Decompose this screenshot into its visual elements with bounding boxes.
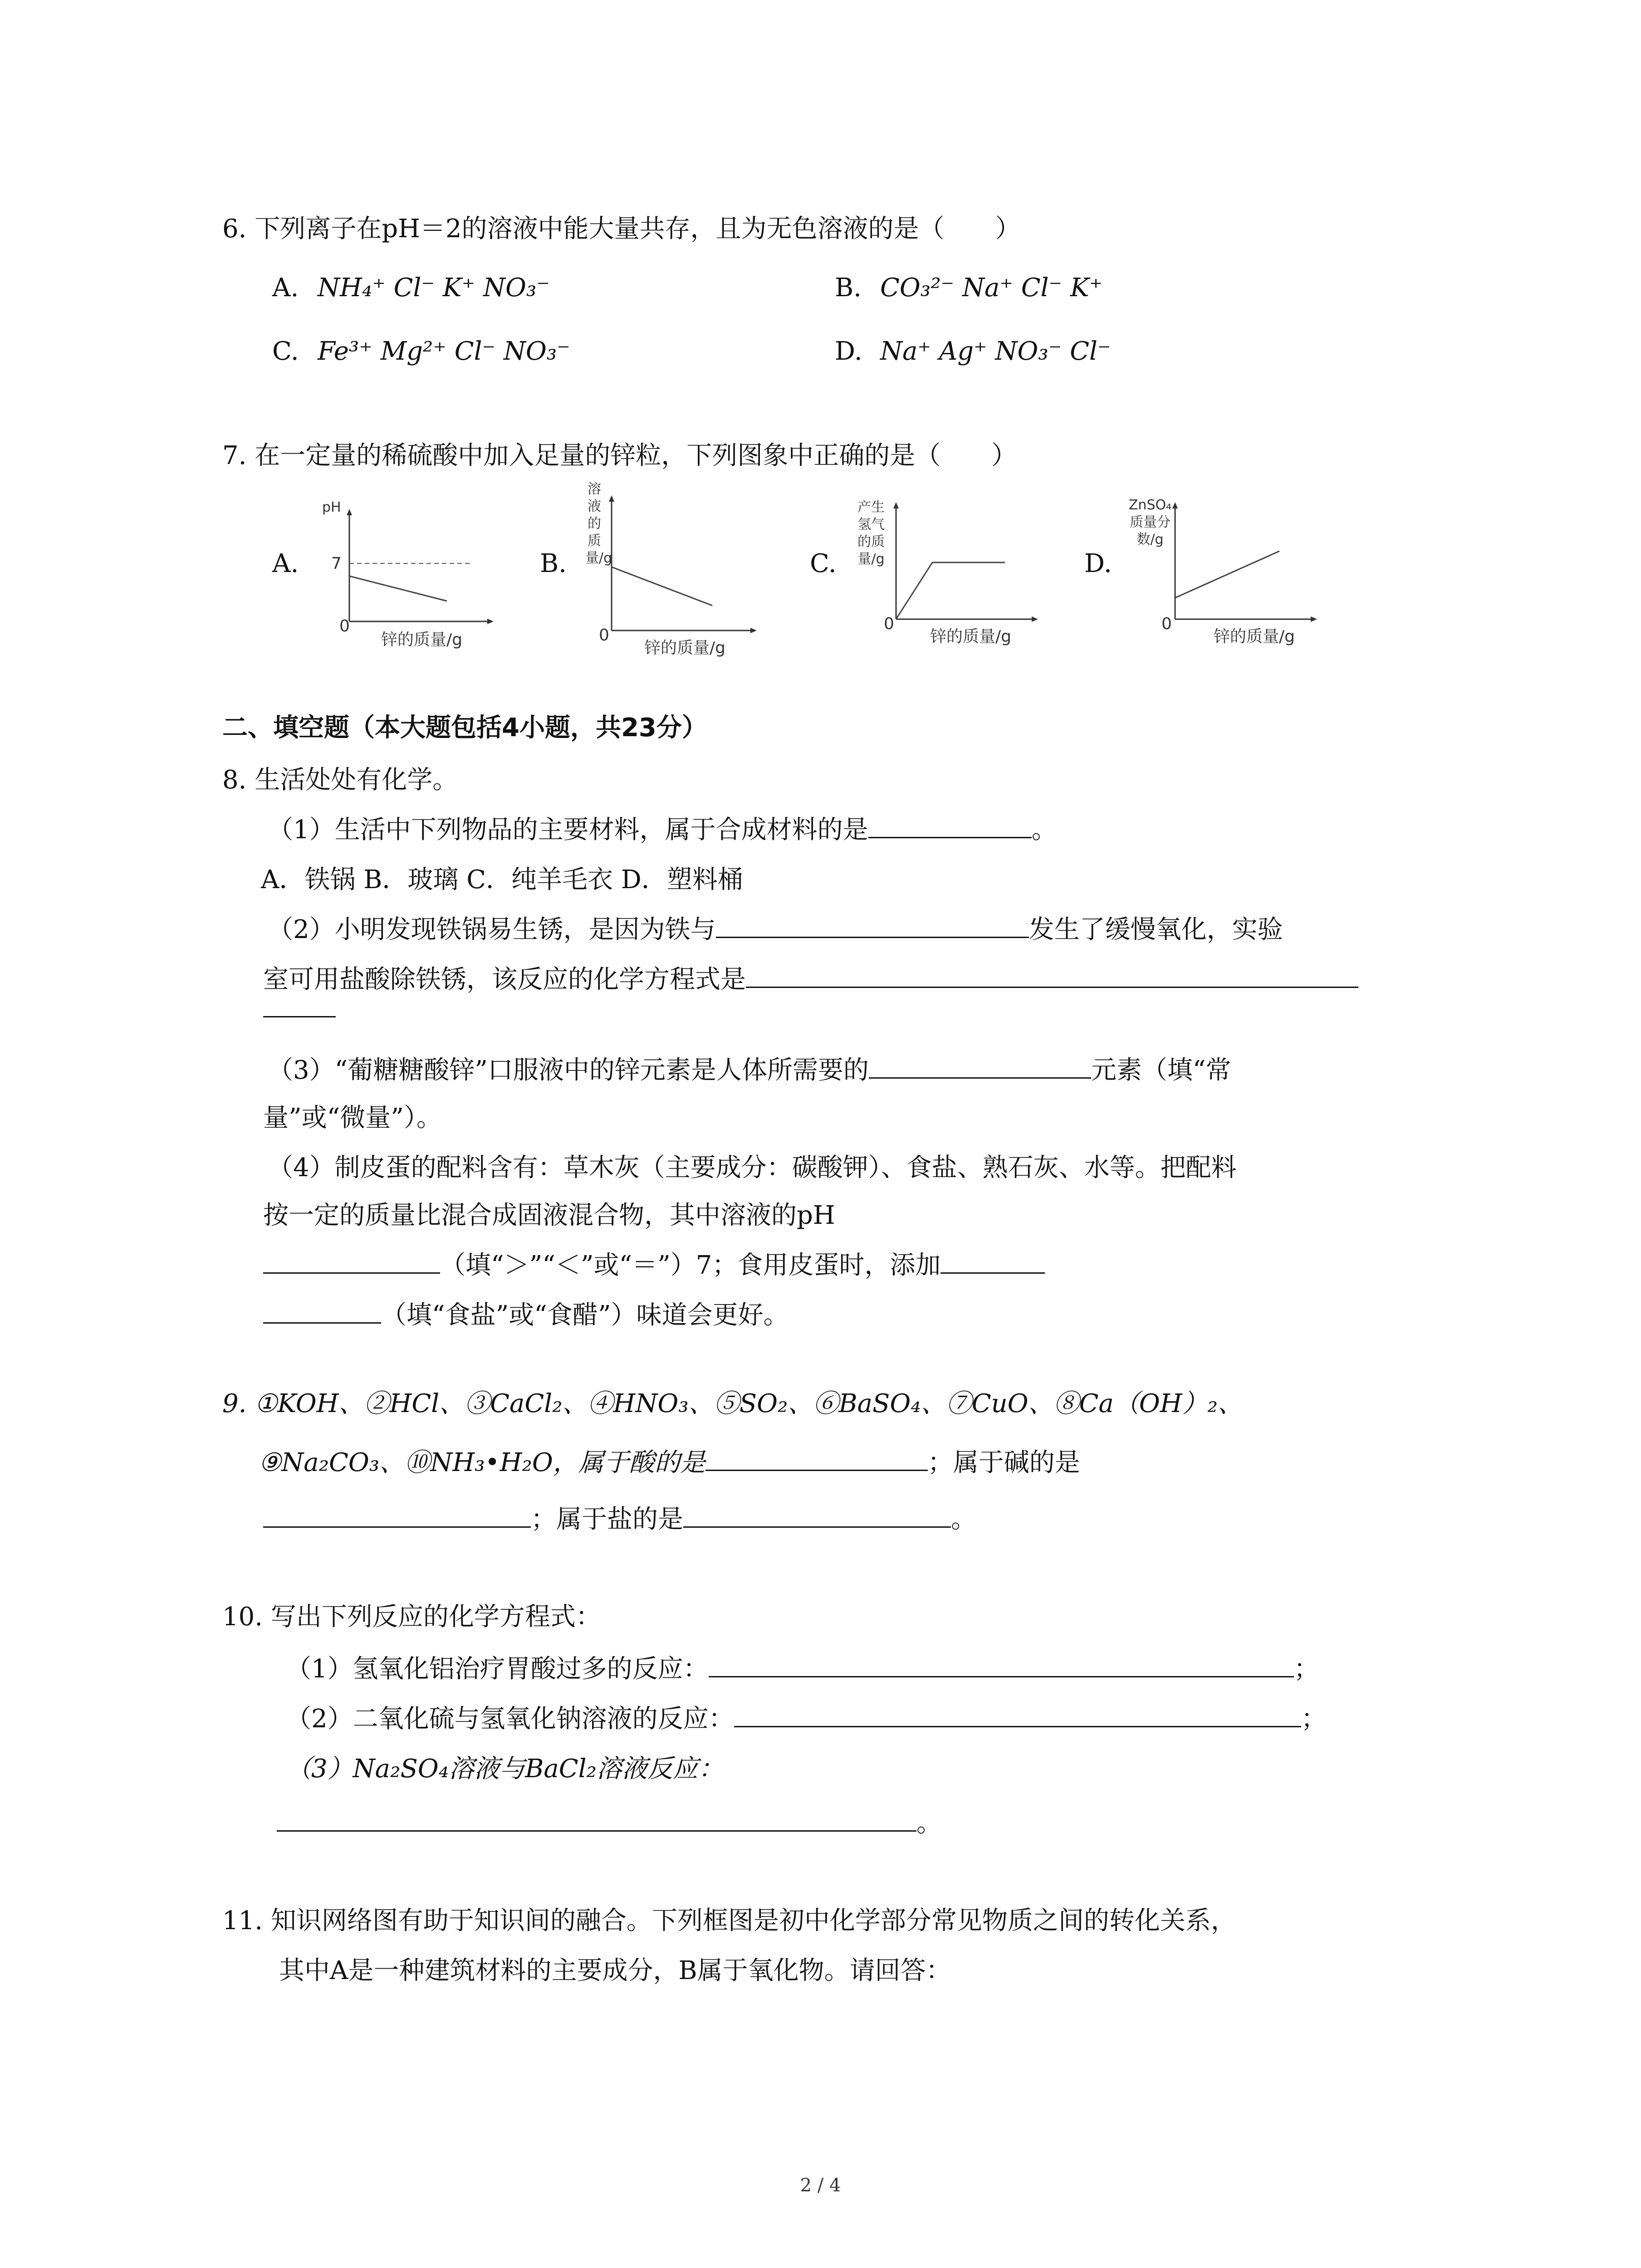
q8-part2-blank-2-cont[interactable] bbox=[263, 998, 336, 1017]
q6-option-a-label: A. bbox=[272, 273, 299, 303]
q10-stem: 10. 写出下列反应的化学方程式： bbox=[222, 1602, 601, 1632]
graph-b-ylabel: 溶液的质量/g bbox=[585, 481, 612, 566]
q8-part4-line1: （4）制皮蛋的配料含有：草木灰（主要成分：碳酸钾）、食盐、熟石灰、水等。把配料 bbox=[268, 1153, 1237, 1183]
graph-d-xlabel: 锌的质量/g bbox=[1214, 627, 1295, 646]
q9-line2-text-a: ⑨Na₂CO₃、⑩NH₃•H₂O，属于酸的是 bbox=[259, 1448, 705, 1477]
q6-option-c-label: C. bbox=[272, 337, 299, 366]
q8-part1 bbox=[268, 812, 1057, 848]
graph-a-xlabel: 锌的质量/g bbox=[381, 631, 462, 649]
q8-part1-blank[interactable] bbox=[868, 813, 1032, 838]
q10-part3-answer bbox=[277, 1805, 942, 1842]
q10-part1-semicolon: ； bbox=[1293, 1654, 1319, 1684]
q8-part4-blank-2-cont[interactable] bbox=[263, 1299, 381, 1324]
q7-graph-a bbox=[318, 499, 499, 658]
q7-graph-a-label: A. bbox=[272, 549, 299, 578]
q10-part3-blank[interactable] bbox=[277, 1807, 916, 1832]
q11-line2: 其中A是一种建筑材料的主要成分，B属于氧化物。请回答： bbox=[279, 1956, 951, 1985]
graph-a-origin: 0 bbox=[339, 617, 350, 635]
q8-part2-line2 bbox=[263, 962, 1358, 998]
q11-line1: 11. 知识网络图有助于知识间的融合。下列框图是初中化学部分常见物质之间的转化关系， bbox=[222, 1906, 1236, 1936]
graph-c-origin: 0 bbox=[884, 615, 894, 633]
q10-part1-blank[interactable] bbox=[709, 1652, 1294, 1677]
graph-a-axes bbox=[318, 499, 499, 635]
q8-part3-line1 bbox=[268, 1052, 1231, 1089]
q9-line3-end: 。 bbox=[951, 1505, 976, 1534]
q9-line2-text-b: ；属于碱的是 bbox=[927, 1448, 1080, 1477]
q7-graph-d-label: D. bbox=[1084, 549, 1112, 578]
q8-part1-options: A．铁锅 B．玻璃 C．纯羊毛衣 D．塑料桶 bbox=[261, 865, 743, 894]
q9-line3-text-a: ；属于盐的是 bbox=[531, 1505, 683, 1534]
graph-a-mark: 7 bbox=[331, 554, 342, 573]
q7-graph-b bbox=[581, 481, 762, 662]
q6-option-c: Fe³⁺ Mg²⁺ Cl⁻ NO₃⁻ bbox=[318, 337, 570, 366]
page-number: 2 / 4 bbox=[800, 2175, 841, 2196]
q7-graph-d bbox=[1125, 494, 1320, 658]
q8-part2-line1 bbox=[268, 912, 1283, 948]
q10-part2 bbox=[286, 1701, 1327, 1737]
q7-graph-b-label: B. bbox=[540, 549, 567, 578]
q7-stem: 7. 在一定量的稀硫酸中加入足量的锌粒，下列图象中正确的是（ ） bbox=[222, 441, 1017, 470]
q8-part4-line3 bbox=[263, 1247, 1045, 1284]
q8-part3-blank[interactable] bbox=[869, 1054, 1091, 1079]
q10-part3: （3）Na₂SO₄溶液与BaCl₂溶液反应： bbox=[286, 1754, 724, 1784]
graph-b-origin: 0 bbox=[599, 626, 609, 645]
q9-line3 bbox=[263, 1501, 976, 1538]
graph-c-ylabel: 产生氢气的质量/g bbox=[857, 499, 885, 567]
q8-part4-blank-2[interactable] bbox=[941, 1249, 1045, 1274]
graph-b-xlabel: 锌的质量/g bbox=[644, 639, 725, 657]
q6-option-b: CO₃²⁻ Na⁺ Cl⁻ K⁺ bbox=[880, 273, 1103, 303]
q8-part3-text-a: （3）“葡糖糖酸锌”口服液中的锌元素是人体所需要的 bbox=[268, 1056, 869, 1085]
graph-d-ylabel: ZnSO₄质量分数/g bbox=[1128, 497, 1172, 547]
q8-part4-text-d: （填“食盐”或“食醋”）味道会更好。 bbox=[381, 1300, 789, 1330]
q8-part3-text-b: 元素（填“常 bbox=[1091, 1056, 1231, 1085]
q10-part3-end: 。 bbox=[916, 1809, 942, 1838]
q8-part4-blank-1[interactable] bbox=[263, 1249, 440, 1274]
q10-part2-semicolon: ； bbox=[1301, 1704, 1327, 1734]
q8-part1-end: 。 bbox=[1031, 815, 1057, 845]
graph-d-origin: 0 bbox=[1161, 615, 1172, 633]
q9-acid-blank[interactable] bbox=[705, 1446, 928, 1471]
q8-part4-line4 bbox=[263, 1297, 789, 1334]
q10-part2-blank[interactable] bbox=[734, 1702, 1301, 1727]
q8-part1-text: （1）生活中下列物品的主要材料，属于合成材料的是 bbox=[268, 815, 868, 845]
q6-option-d: Na⁺ Ag⁺ NO₃⁻ Cl⁻ bbox=[880, 337, 1111, 366]
q9-line1: 9. ①KOH、②HCl、③CaCl₂、④HNO₃、⑤SO₂、⑥BaSO₄、⑦CuO、⑧Ca（OH）₂、 bbox=[222, 1389, 1243, 1418]
section-2-heading: 二、填空题（本大题包括4小题，共23分） bbox=[222, 713, 707, 743]
q8-part4-line2: 按一定的质量比混合成固液混合物，其中溶液的pH bbox=[263, 1201, 835, 1230]
q10-part1 bbox=[286, 1651, 1319, 1687]
graph-c-xlabel: 锌的质量/g bbox=[930, 627, 1011, 646]
graph-a-ylabel: pH bbox=[322, 499, 341, 515]
q6-option-b-label: B. bbox=[835, 273, 862, 303]
q8-part2-blank-2[interactable] bbox=[746, 963, 1358, 988]
graph-c-axes bbox=[853, 494, 1043, 631]
graph-d-axes bbox=[1125, 494, 1320, 631]
q8-part2-blank-1[interactable] bbox=[716, 913, 1029, 938]
q8-part3-line2: 量”或“微量”）。 bbox=[263, 1103, 442, 1133]
q8-part2-text-c: 室可用盐酸除铁锈，该反应的化学方程式是 bbox=[263, 965, 746, 994]
q8-part2-text-a: （2）小明发现铁锅易生锈，是因为铁与 bbox=[268, 915, 716, 944]
q8-part2-text-b: 发生了缓慢氧化，实验 bbox=[1029, 915, 1283, 944]
q9-line2 bbox=[259, 1445, 1080, 1481]
q6-option-d-label: D. bbox=[835, 337, 862, 366]
q10-part1-text: （1）氢氧化铝治疗胃酸过多的反应： bbox=[286, 1654, 709, 1684]
q9-base-blank[interactable] bbox=[263, 1503, 531, 1528]
q6-option-a: NH₄⁺ Cl⁻ K⁺ NO₃⁻ bbox=[318, 273, 550, 303]
q7-graph-c bbox=[853, 494, 1043, 658]
q10-part2-text: （2）二氧化硫与氢氧化钠溶液的反应： bbox=[286, 1704, 734, 1734]
graph-b-axes bbox=[581, 481, 762, 644]
q9-salt-blank[interactable] bbox=[683, 1503, 951, 1528]
q6-stem: 6. 下列离子在pH＝2的溶液中能大量共存，且为无色溶液的是（ ） bbox=[222, 214, 1021, 244]
q8-stem: 8. 生活处处有化学。 bbox=[222, 765, 458, 795]
q7-graph-c-label: C. bbox=[810, 549, 837, 578]
q8-part4-text-c: （填“＞”“＜”或“＝”）7；食用皮蛋时，添加 bbox=[440, 1251, 941, 1280]
